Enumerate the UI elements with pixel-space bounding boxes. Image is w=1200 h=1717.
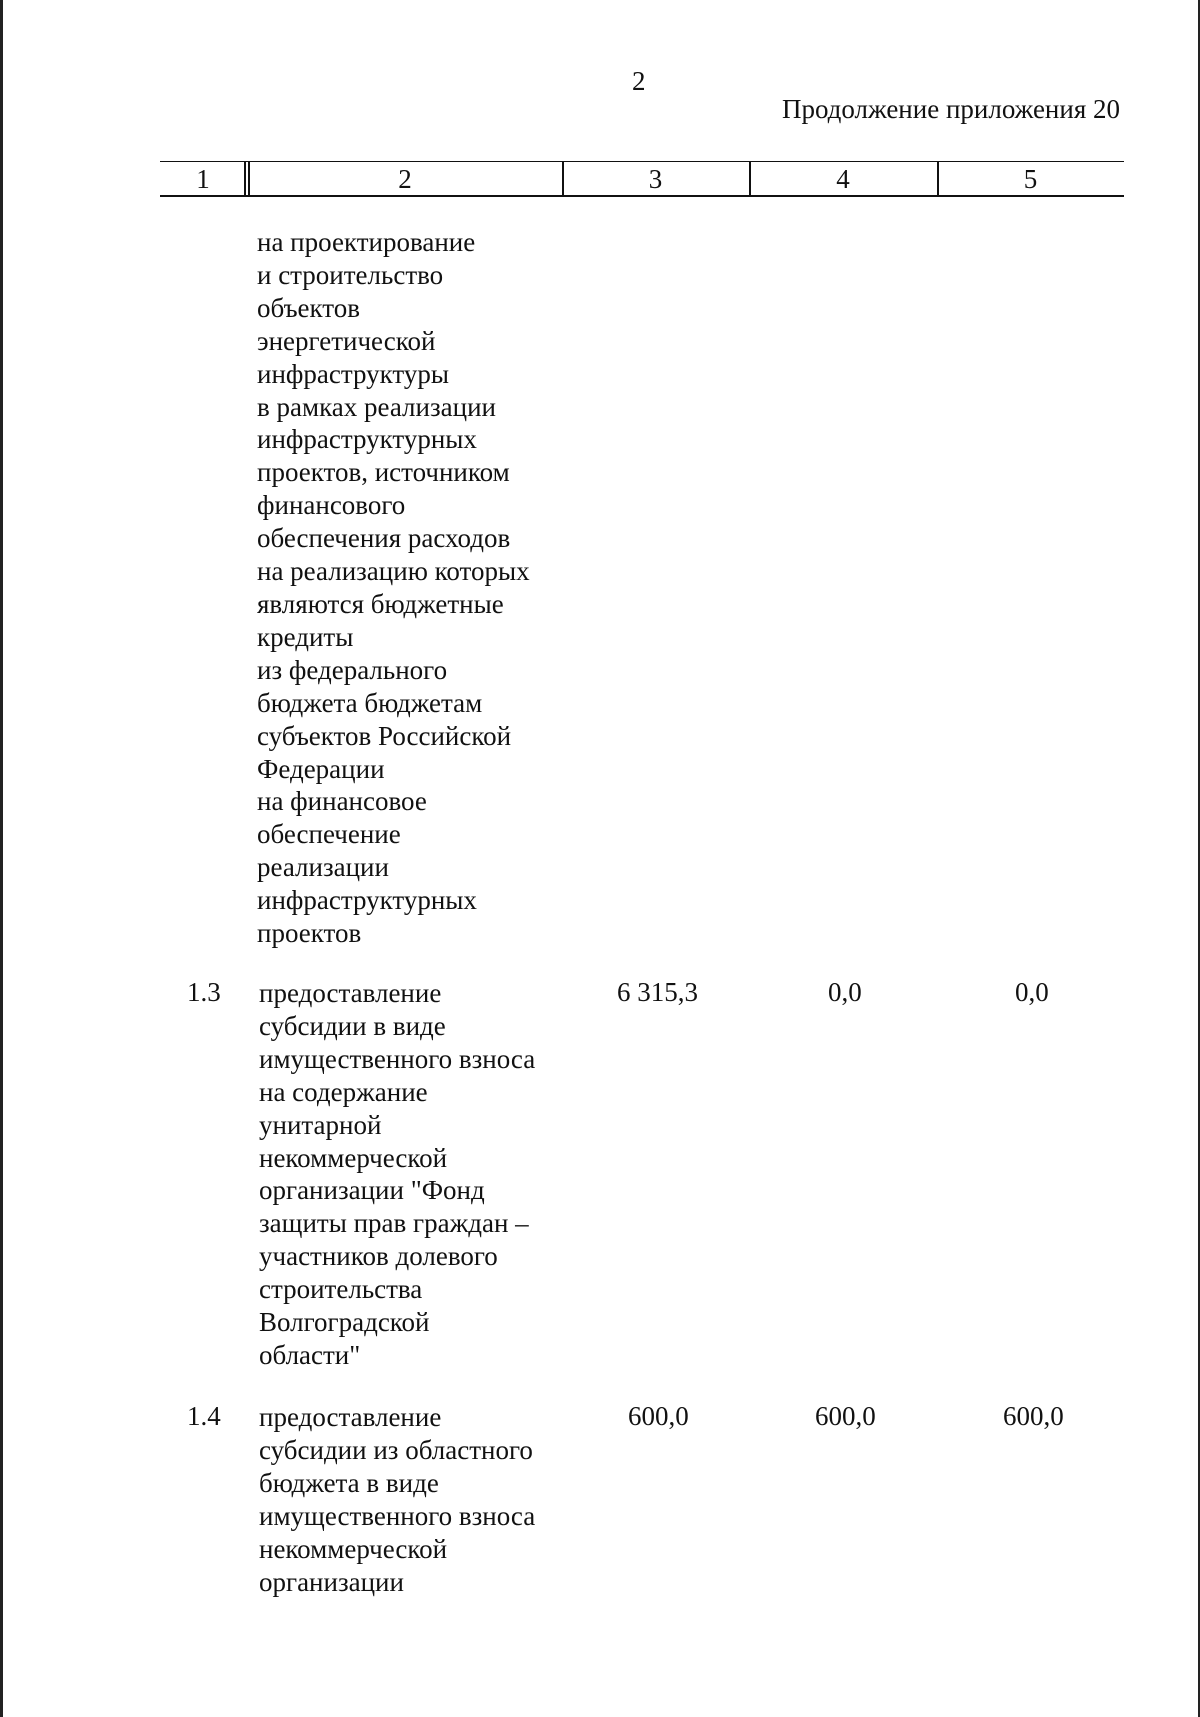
row-description: предоставление субсидии в виде имущественного взноса на содержание унитарной некоммерческой организации "Фонд защиты прав граждан – участников долевого строительства Волгоградской области" bbox=[259, 978, 536, 1370]
row-col5-value: 0,0 bbox=[1015, 977, 1049, 1007]
header-col-4: 4 bbox=[836, 164, 850, 194]
row-col4-value: 0,0 bbox=[828, 977, 862, 1007]
header-col-1: 1 bbox=[196, 164, 210, 194]
header-col-3: 3 bbox=[648, 164, 663, 194]
row-number: 1.3 bbox=[187, 977, 221, 1007]
header-col-5: 5 bbox=[1023, 164, 1038, 194]
row-col4-value: 600,0 bbox=[815, 1401, 876, 1431]
table-header bbox=[160, 161, 1124, 197]
continuation-heading: Продолжение приложения 20 bbox=[781, 94, 1120, 124]
scan-edge-left bbox=[0, 0, 3, 1717]
row-col3-value: 6 315,3 bbox=[617, 977, 698, 1007]
header-col-2: 2 bbox=[398, 164, 412, 194]
row-col3-value: 600,0 bbox=[628, 1401, 689, 1431]
page-number: 2 bbox=[632, 66, 646, 96]
row-col5-value: 600,0 bbox=[1003, 1401, 1064, 1431]
row-description: предоставление субсидии из областного бюджета в виде имущественного взноса некоммерческой организации bbox=[259, 1402, 536, 1597]
header-divider bbox=[244, 162, 246, 195]
continued-row-text: на проектирование и строительство объектов энергетической инфраструктуры в рамках реализации инфраструктурных проектов, источником финансового обеспечения расходов на реализацию которых являются бюджетные кредиты из федерального бюджета бюджетам субъектов Российской Федерации на финансовое обеспечение реализации инфраструктурных проектов bbox=[257, 227, 530, 949]
row-number: 1.4 bbox=[187, 1401, 221, 1431]
